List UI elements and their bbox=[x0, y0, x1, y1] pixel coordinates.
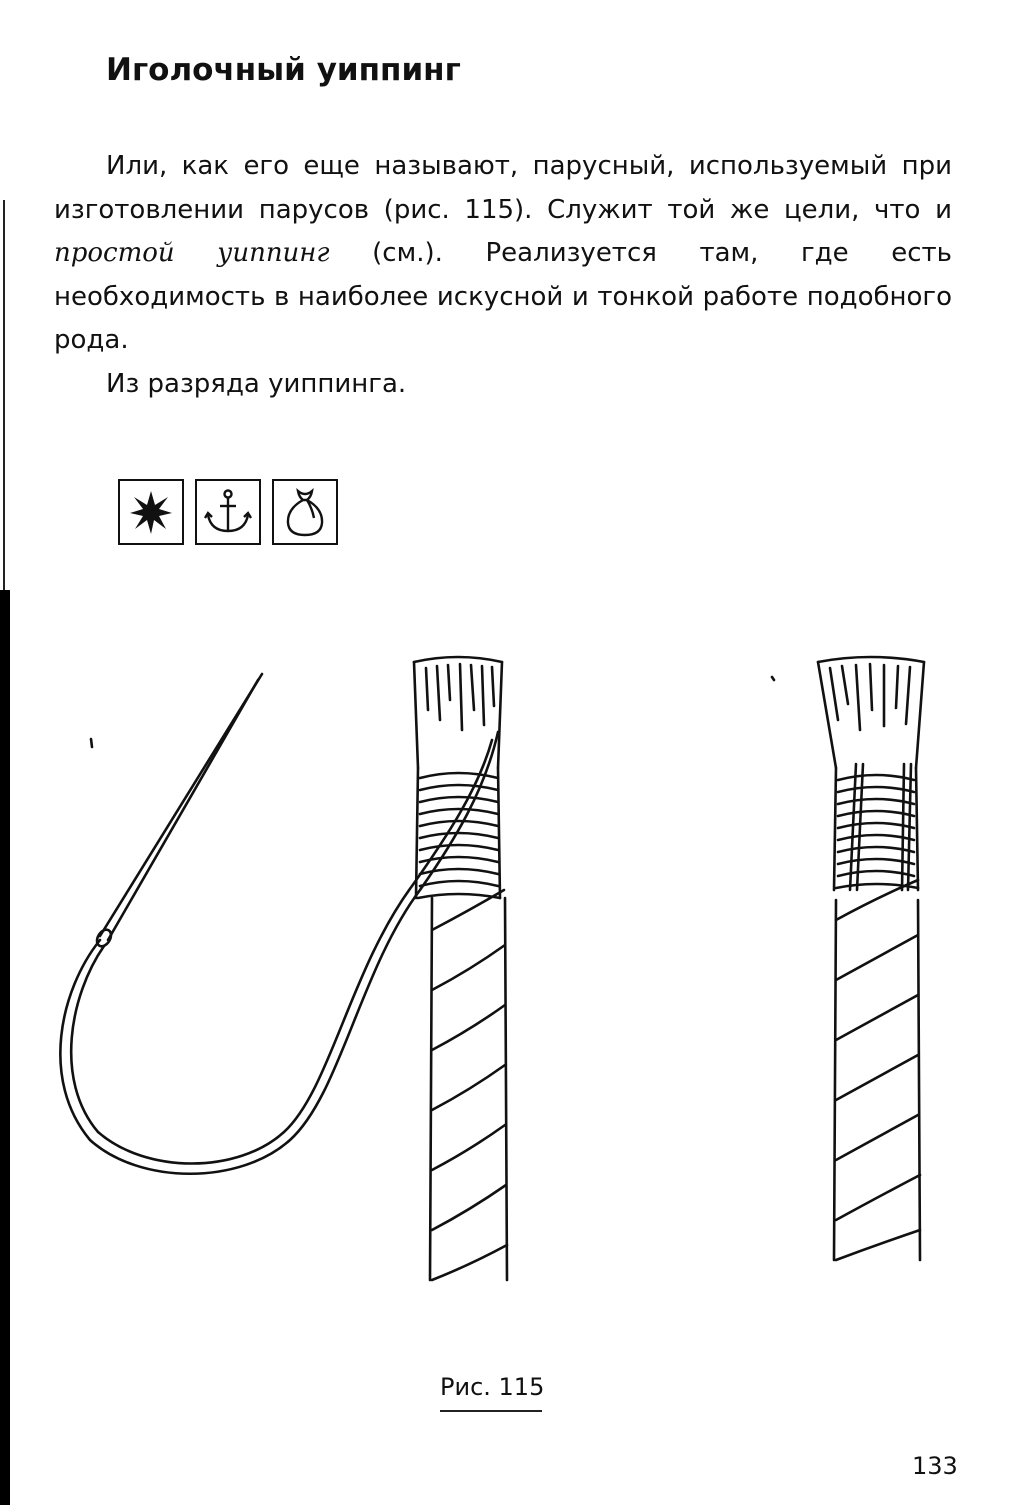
right-rope bbox=[772, 657, 924, 1260]
paragraph-text-end: (см.). Реализуется там, где есть необходимость в наиболее искусной и тонкой работе подобного рода. bbox=[54, 238, 953, 355]
paragraph-text-start: Или, как его еще называют, парусный, используемый при изготовлении парусов (рис. 115). Служит той же цели, что и bbox=[54, 151, 952, 225]
page-title: Иголочный уиппинг bbox=[106, 52, 461, 88]
paragraph-description bbox=[54, 145, 952, 363]
caption-underline bbox=[440, 1410, 542, 1412]
figure-caption: Рис. 115 bbox=[440, 1373, 545, 1401]
needle bbox=[91, 674, 262, 949]
usage-icons bbox=[118, 479, 338, 545]
paragraph-category: Из разряда уиппинга. bbox=[106, 368, 407, 399]
rope-whipping-illustration bbox=[0, 640, 1024, 1300]
page-number: 133 bbox=[912, 1452, 958, 1480]
cross-reference: простой уиппинг bbox=[54, 238, 330, 268]
body-text bbox=[54, 145, 952, 406]
bag-icon bbox=[272, 479, 338, 545]
scan-edge-line bbox=[3, 200, 5, 590]
anchor-icon bbox=[195, 479, 261, 545]
star-icon bbox=[118, 479, 184, 545]
